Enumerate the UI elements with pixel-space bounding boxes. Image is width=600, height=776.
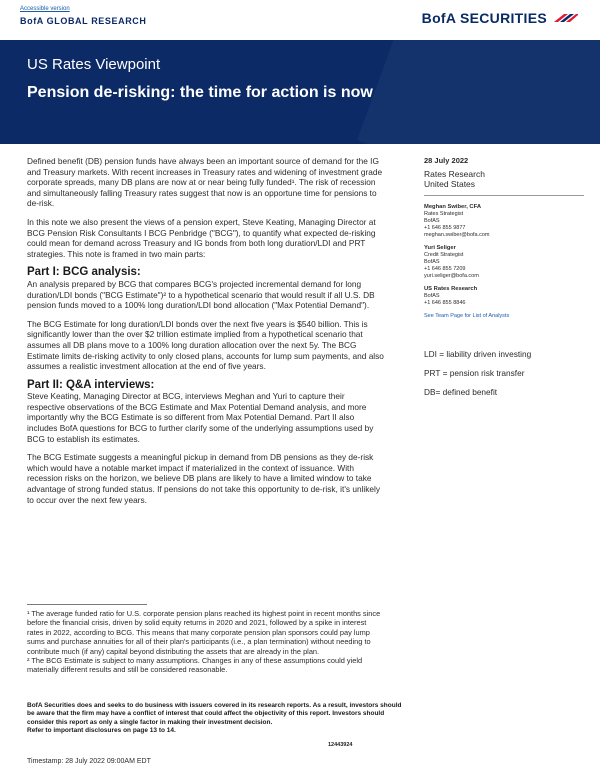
footnote-1: ¹ The average funded ratio for U.S. corporate pension plans reached its highest point in recent months since before the financial crisis, driven by solid equity returns in 2020 and 2021, followed by a spike in interest rates in 2022, according to BCG. This means that many corporate pension plan sponsors could pay lump sums and purchase annuities for all of their plan's participants (i.e., a plan termination) without needing to contribute much (if any) capital beyond distributing the assets that are already in the plan. — [27, 609, 381, 656]
analyst-phone: +1 646 855 9877 — [424, 225, 466, 231]
sidebar — [424, 156, 584, 406]
divider — [424, 195, 584, 196]
analyst-firm: BofAS — [424, 293, 440, 299]
analyst-firm: BofAS — [424, 218, 440, 224]
analyst-name: Meghan Swiber, CFA — [424, 204, 482, 210]
analyst-phone: +1 646 855 7209 — [424, 266, 466, 272]
top-bar — [0, 0, 600, 40]
flag-icon — [552, 12, 578, 24]
region: United States — [424, 179, 476, 189]
team-page-link[interactable]: See Team Page for List of Analysts — [424, 313, 510, 319]
document-id: 12443924 — [328, 742, 353, 748]
part1-paragraph-1: An analysis prepared by BCG that compares BCG's projected incremental demand for long duration/LDI bonds ("BCG Estimate")² to a hypothetical scenario that would result if all U.S. DB pension funds moved to a 100% long duration/LDI bond allocation ("Max Potential Demand"). — [27, 278, 375, 311]
intro-paragraph-1: Defined benefit (DB) pension funds have always been an important source of demand for the IG and Treasury markets. With recent increases in Treasury rates and widening of investment grade corporate spreads, many DB plans are now at or near being fully funded¹. The risk of recession and simultaneously falling Treasury rates suggest that now is an opportune time for pensions to de-risk. — [27, 156, 383, 209]
part1-heading: Part I: BCG analysis: — [27, 266, 141, 279]
brand-name: BofA SECURITIES — [421, 10, 547, 26]
analyst-card — [424, 245, 584, 280]
disclaimer-text: BofA Securities does and seeks to do business with issuers covered in its research reports. As a result, investors should be aware that the firm may have a conflict of interest that could affect the objectivity of this report. Investors should consider this report as only a single factor in making their investment decision. — [27, 702, 402, 726]
part2-heading: Part II: Q&A interviews: — [27, 378, 155, 391]
title-banner — [0, 40, 600, 144]
footnote-divider — [27, 604, 147, 605]
main-body — [27, 156, 384, 513]
analyst-name: US Rates Research — [424, 286, 478, 292]
analyst-card — [424, 286, 584, 307]
analyst-title: Credit Strategist — [424, 252, 464, 258]
part2-paragraph-1: Steve Keating, Managing Director at BCG, interviews Meghan and Yuri to capture their respective observations of the BCG Estimate and Max Potential Demand analysis, and more importantly why the BCG Estimate is so different from Max Potential Demand. Part II also includes BofA questions for BCG to further clarify some of the underlying assumptions used by BCG to establish its estimates. — [27, 391, 374, 444]
accessible-version-link[interactable]: Accessible version — [20, 6, 70, 12]
glossary-item: DB= defined benefit — [424, 387, 498, 397]
analyst-email[interactable]: meghan.swiber@bofa.com — [424, 232, 490, 238]
disclaimer — [27, 702, 407, 736]
analyst-firm: BofAS — [424, 259, 440, 265]
glossary-item: PRT = pension risk transfer — [424, 368, 525, 378]
intro-paragraph-2: In this note we also present the views of a pension expert, Steve Keating, Managing Director at BCG Pension Risk Consultants I BCG Penbridge ("BCG"), to quantify what expected de-risking could mean for demand across Treasury and IG bonds from both long duration/LDI and PRT strategies. This note is framed in two main parts: — [27, 216, 376, 259]
report-date: 28 July 2022 — [424, 156, 469, 165]
disclosures-reference[interactable]: Refer to important disclosures on page 13 to 14. — [27, 727, 176, 735]
analyst-card — [424, 204, 584, 239]
report-headline: Pension de-risking: the time for action is now — [27, 84, 373, 101]
series-title: US Rates Viewpoint — [27, 56, 161, 73]
footnote-2: ² The BCG Estimate is subject to many assumptions. Changes in any of these assumptions could yield materially different results and still be considered reasonable. — [27, 656, 363, 675]
timestamp: Timestamp: 28 July 2022 09:00AM EDT — [27, 758, 151, 765]
analyst-name: Yuri Seliger — [424, 245, 456, 251]
part1-paragraph-2: The BCG Estimate for long duration/LDI bonds over the next five years is $540 billion. This is significantly lower than the over $2 trillion estimate implied from a hypothetical scenario that assumes all DB plans move to a 100% long duration allocation over the next 5y. The BCG Estimate limits de-risking activity to only closed plans, accounts for lump sum payments, and also assumes a realistic investment allocation at the end of five years. — [27, 318, 384, 372]
analyst-email[interactable]: yuri.seliger@bofa.com — [424, 273, 479, 279]
analyst-title: Rates Strategist — [424, 211, 464, 217]
analyst-phone: +1 646 855 8846 — [424, 300, 466, 306]
glossary-item: LDI = liability driven investing — [424, 349, 532, 359]
department: Rates Research — [424, 169, 485, 179]
bofa-securities-logo — [422, 10, 578, 26]
part2-paragraph-2: The BCG Estimate suggests a meaningful pickup in demand from DB pensions as they de-risk which would have a notable market impact if materialized in the context of issuance. With recession risks on the horizon, we believe DB plans are likely to have a limited window to take advantage of strong funded status. If pensions do not take this opportunity to de-risk, it's unlikely to occur over the next few years. — [27, 452, 381, 505]
bofa-global-research-logo: BofA GLOBAL RESEARCH — [20, 16, 147, 26]
footnotes — [27, 604, 384, 675]
